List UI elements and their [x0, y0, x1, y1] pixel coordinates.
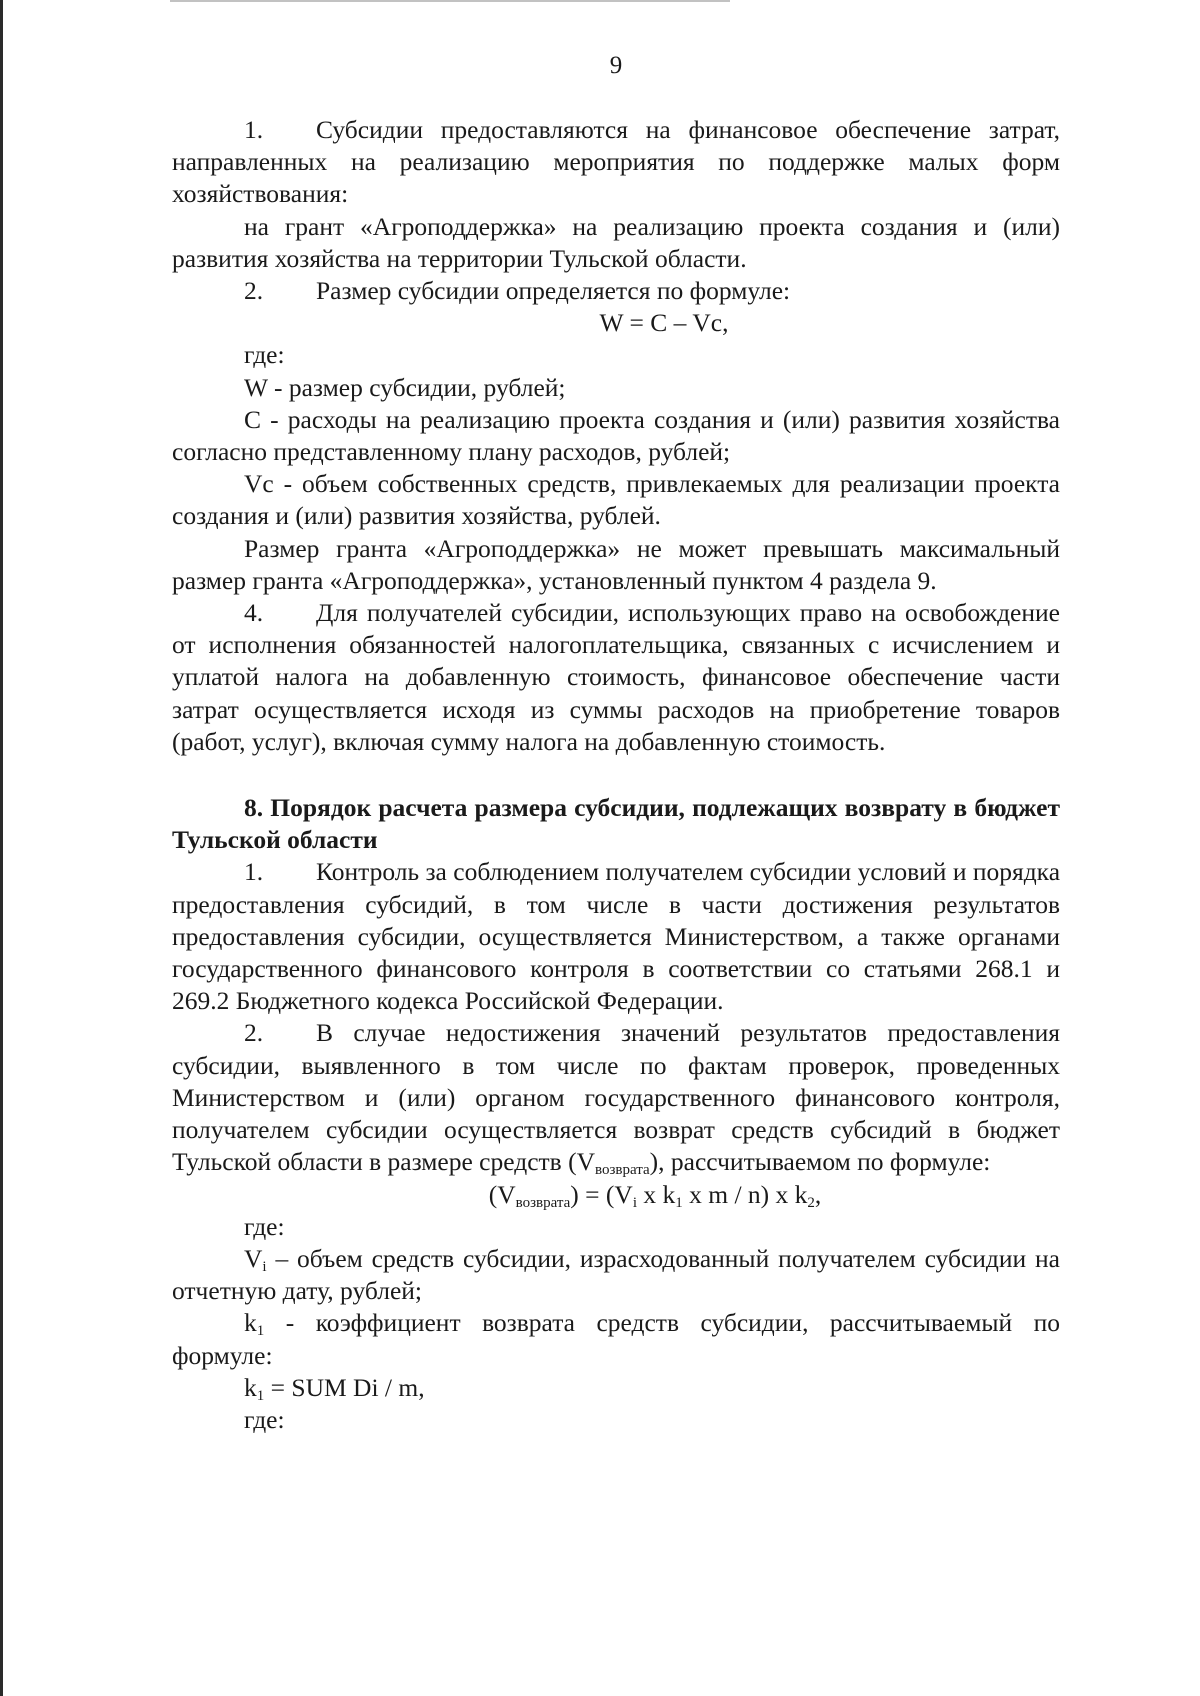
definition-w: W - размер субсидии, рублей;: [244, 372, 566, 402]
formula-w: W = C – Vc,: [599, 308, 729, 338]
formula-part: x m / n) x k: [682, 1179, 808, 1209]
formula-v-return: [172, 1179, 1060, 1211]
paragraph-text: Для получателей субсидии, использующих право на освобождение от исполнения обязанностей налогоплательщика, связанных с исчислением и уплатой налога на добавленную стоимость, финансовое обеспечение части затрат осуществляется исходя из суммы расходов на приобретение товаров (работ, услуг), включая сумму налога на добавленную стоимость.: [172, 598, 1060, 756]
formula-k1: [172, 1372, 1060, 1404]
item-number: 1.: [244, 115, 264, 144]
symbol: k: [244, 1372, 257, 1402]
formula-part: (V: [488, 1179, 516, 1209]
definition-text: - коэффициент возврата средств субсидии, рассчитываемый по формуле:: [172, 1308, 1060, 1370]
subscript: возврата: [515, 1194, 571, 1211]
item-number: 2.: [244, 1018, 264, 1048]
paragraph-text: Контроль за соблюдением получателем субсидии условий и порядка предоставления субсидий, в том числе в части достижения результатов предоставления субсидии, осуществляется Министерством, а также органами государственного финансового контроля в соответствии со статьями 268.1 и 269.2 Бюджетного кодекса Российской Федерации.: [172, 857, 1061, 1016]
document-body: [172, 114, 1060, 1436]
paragraph-1: [172, 114, 1060, 211]
where-label: где:: [244, 1211, 285, 1241]
definition-k1: [172, 1307, 1060, 1371]
grant-limit-paragraph: Размер гранта «Агроподдержка» не может превышать максимальный размер гранта «Агроподдержка», установленный пунктом 4 раздела 9.: [172, 533, 1060, 595]
where-label: где:: [244, 1404, 285, 1434]
subscript: i: [632, 1194, 637, 1211]
definition-c: С - расходы на реализацию проекта создания и (или) развития хозяйства согласно представленному плану расходов, рублей;: [172, 404, 1060, 467]
paragraph-text: В случае недостижения значений результатов предоставления субсидии, выявленного в том числе по фактам проверок, проведенных Министерством и (или) органом государственного финансового контроля, получателем субсидии осуществляется возврат средств субсидий в бюджет Тульской области в размере средств (V: [172, 1018, 1060, 1177]
symbol: V: [244, 1243, 263, 1273]
formula-part: x k: [636, 1179, 676, 1209]
paragraph-text: Субсидии предоставляются на финансовое обеспечение затрат, направленных на реализацию мероприятия по поддержке малых форм хозяйствования:: [172, 115, 1060, 209]
where-label: где:: [244, 340, 285, 370]
subscript: i: [262, 1258, 267, 1275]
subscript: 1: [675, 1194, 683, 1211]
subscript: 2: [807, 1194, 815, 1211]
subscript: 1: [256, 1387, 265, 1404]
section-8-paragraph-2: [172, 1017, 1060, 1178]
formula-text: = SUM Di / m,: [264, 1372, 425, 1402]
paragraph-text-end: ), рассчитываемом по формуле:: [649, 1147, 991, 1177]
formula-part: ) = (V: [570, 1179, 633, 1209]
item-number: 1.: [244, 857, 264, 887]
item-number: 4.: [244, 598, 264, 628]
section-8-paragraph-1: [172, 856, 1060, 1017]
definition-text: – объем средств субсидии, израсходованный получателем субсидии на отчетную дату, рублей;: [172, 1243, 1060, 1306]
subscript: возврата: [595, 1162, 650, 1179]
subscript: 1: [256, 1323, 265, 1340]
definition-vc: Vc - объем собственных средств, привлекаемых для реализации проекта создания и (или) развития хозяйства, рублей.: [172, 469, 1060, 531]
symbol: k: [244, 1308, 257, 1338]
paragraph-4: [172, 597, 1060, 758]
section-8-heading: 8. Порядок расчета размера субсидии, подлежащих возврату в бюджет Тульской области: [172, 793, 1060, 855]
formula-part: ,: [814, 1179, 822, 1209]
definition-vi: [172, 1243, 1060, 1307]
paragraph-text: Размер субсидии определяется по формуле:: [316, 276, 791, 306]
scan-top-mark: [170, 0, 730, 2]
page-number: 9: [609, 52, 623, 79]
subparagraph-grant: на грант «Агроподдержка» на реализацию проекта создания и (или) развития хозяйства на территории Тульской области.: [172, 211, 1060, 273]
paragraph-2: [172, 275, 1060, 307]
item-number: 2.: [244, 276, 264, 306]
scan-left-edge: [0, 0, 3, 1696]
